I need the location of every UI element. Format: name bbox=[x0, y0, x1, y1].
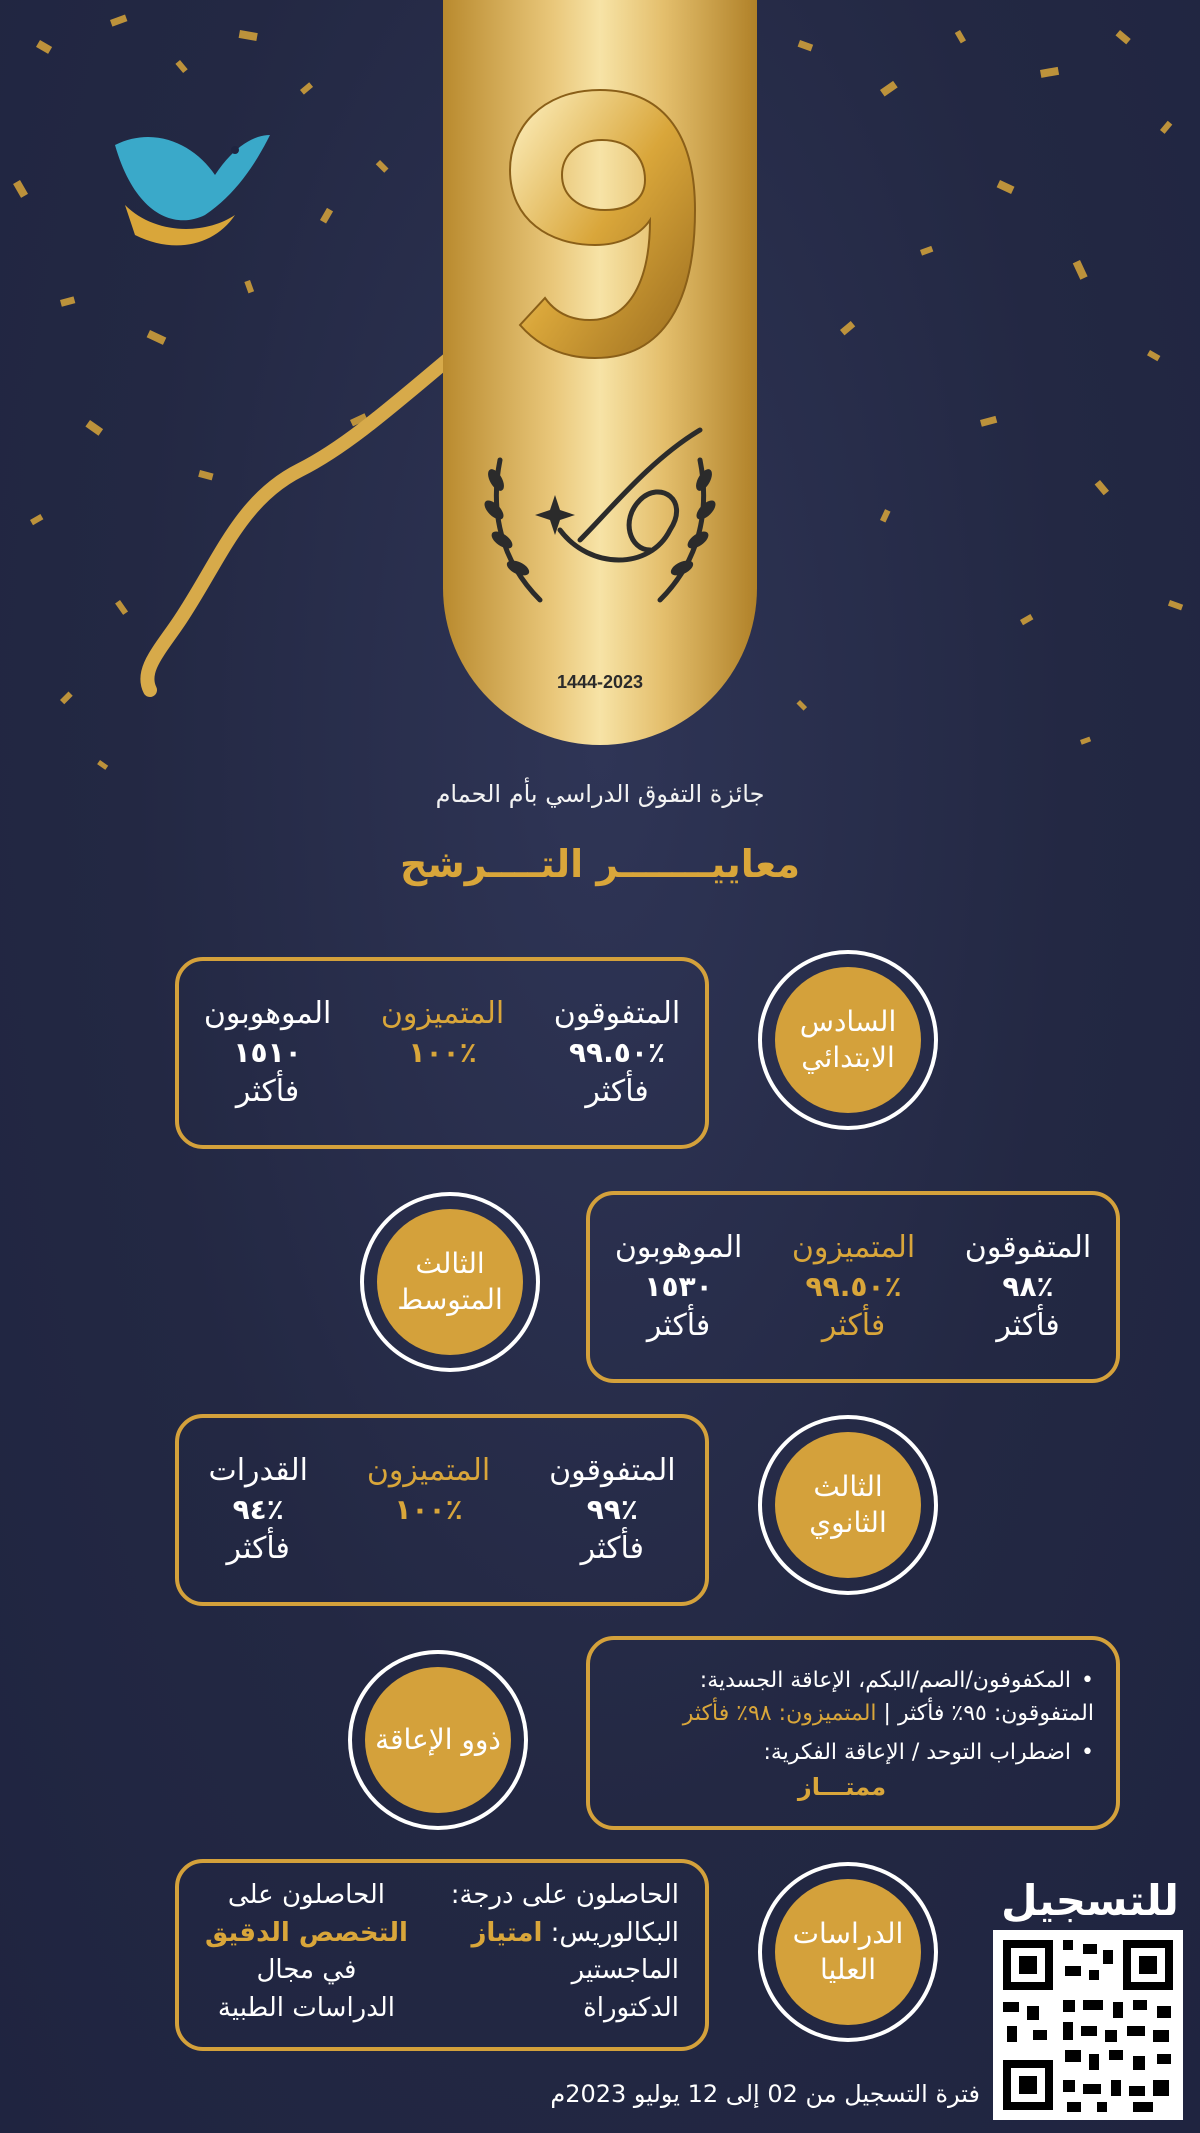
award-subtitle: جائزة التفوق الدراسي بأم الحمام bbox=[435, 780, 765, 808]
criteria-box-higher-studies bbox=[175, 1859, 709, 2051]
grade-circle-third-intermediate bbox=[360, 1192, 540, 1372]
number-nine-balloon bbox=[490, 70, 710, 360]
registration-qr-code[interactable] bbox=[993, 1930, 1183, 2120]
criteria-col-distinguished: المتميزون ٪١٠٠ bbox=[380, 995, 505, 1070]
criteria-box-disability bbox=[586, 1636, 1120, 1830]
criteria-heading: معاييـــــــر التــــرشح bbox=[400, 842, 800, 886]
criteria-col-distinguished: المتميزون ٪١٠٠ bbox=[366, 1452, 491, 1527]
criteria-col-abilities: القدرات ٪٩٤ فأكثر bbox=[208, 1452, 308, 1566]
grade-label: الثالث الثانوي bbox=[775, 1432, 921, 1578]
register-label: للتسجيل bbox=[1001, 1876, 1179, 1925]
grade-circle-disability bbox=[348, 1650, 528, 1830]
criteria-col-excellent: المتفوقون ٪٩٨ فأكثر bbox=[964, 1229, 1092, 1343]
criteria-col-excellent: المتفوقون ٪٩٩ فأكثر bbox=[549, 1452, 676, 1566]
criteria-col-gifted: الموهوبون ١٥١٠ فأكثر bbox=[203, 995, 332, 1109]
years-label: 1444-2023 bbox=[556, 672, 644, 692]
disability-line-3: • اضطراب التوحد / الإعاقة الفكرية: bbox=[590, 1736, 1094, 1769]
grade-circle-sixth-primary bbox=[758, 950, 938, 1130]
disability-line-2: المتفوقون: ٩٥٪ فأكثر | المتميزون: ٩٨٪ فأكثر bbox=[682, 1701, 1094, 1726]
grade-label: الثالث المتوسط bbox=[377, 1209, 523, 1355]
charity-logo bbox=[95, 105, 275, 275]
criteria-box-third-intermediate bbox=[586, 1191, 1120, 1383]
grade-circle-higher-studies bbox=[758, 1862, 938, 2042]
criteria-box-sixth-primary bbox=[175, 957, 709, 1149]
criteria-box-third-secondary bbox=[175, 1414, 709, 1606]
higher-studies-medical: الحاصلون على التخصص الدقيق في مجال الدراسات الطبية bbox=[205, 1880, 408, 2024]
criteria-col-excellent: المتفوقون ٪٩٩.٥٠ فأكثر bbox=[553, 995, 681, 1109]
grade-circle-third-secondary bbox=[758, 1415, 938, 1595]
registration-period: فترة التسجيل من 02 إلى 12 يوليو 2023م bbox=[550, 2080, 980, 2108]
grade-label: ذوو الإعاقة bbox=[365, 1667, 511, 1813]
laurel-dove-emblem bbox=[460, 400, 740, 650]
grade-label: الدراسات العليا bbox=[775, 1879, 921, 2025]
criteria-col-distinguished: المتميزون ٪٩٩.٥٠ فأكثر bbox=[791, 1229, 916, 1343]
criteria-col-gifted: الموهوبون ١٥٣٠ فأكثر bbox=[614, 1229, 743, 1343]
grade-label: السادس الابتدائي bbox=[775, 967, 921, 1113]
higher-studies-degrees: الحاصلون على درجة: البكالوريس: امتياز الماجستير الدكتوراة bbox=[450, 1880, 679, 2024]
disability-line-4: ممتـــاز bbox=[797, 1773, 887, 1801]
disability-line-1: • المكفوفون/الصم/البكم، الإعاقة الجسدية: bbox=[590, 1664, 1094, 1697]
